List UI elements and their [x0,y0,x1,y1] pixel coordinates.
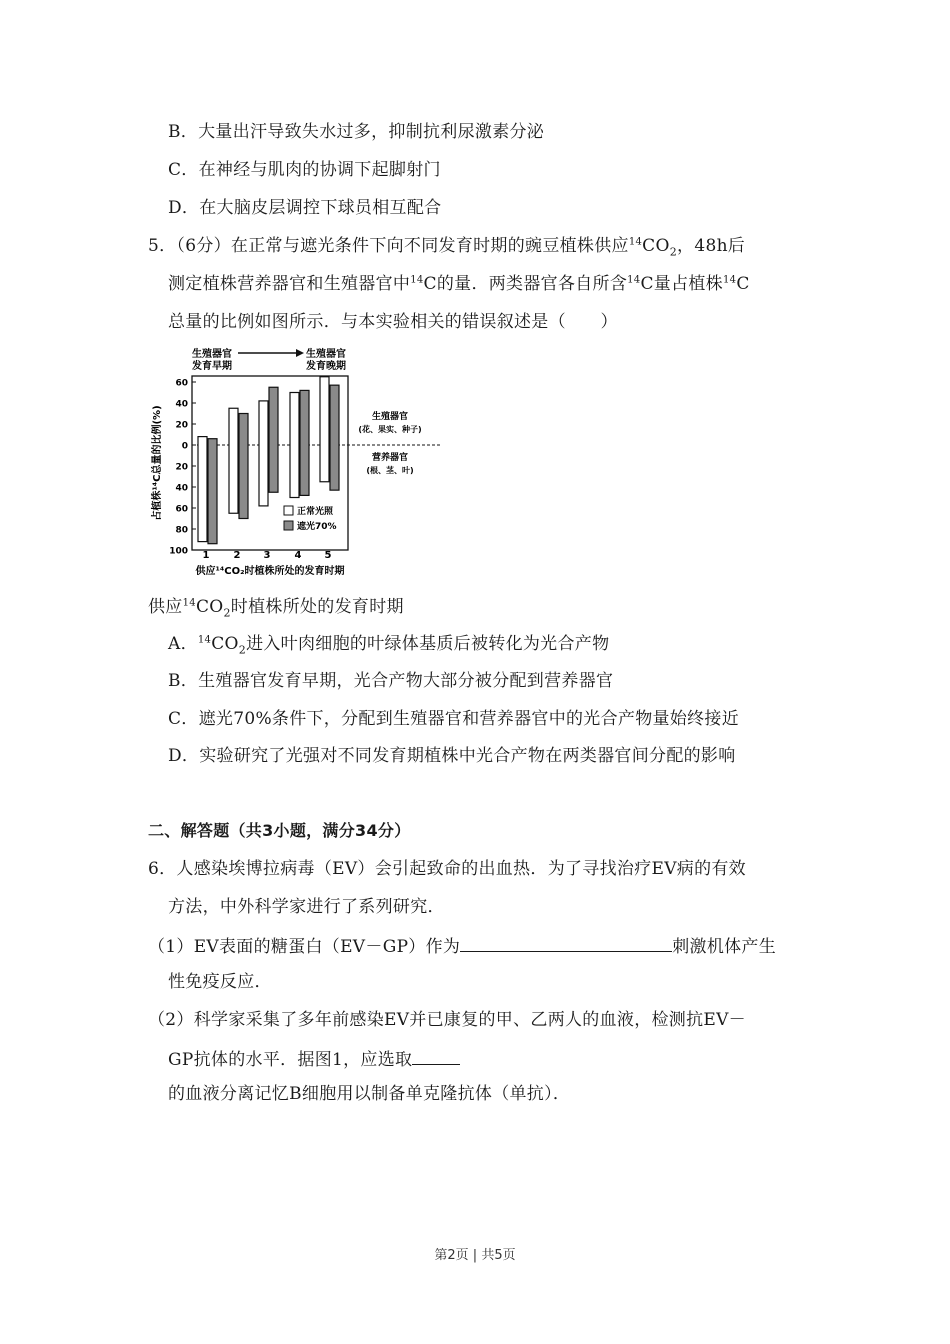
q5-line2-d: C [736,274,750,294]
q5-stem-line2 [168,272,750,296]
q5-option-b: B．生殖器官发育早期，光合产物大部分被分配到营养器官 [168,671,614,691]
isotope-sup: 14 [182,597,196,609]
q6-part2-line1: （2）科学家采集了多年前感染EV并已康复的甲、乙两人的血液，检测抗EV－ [148,1010,746,1030]
x-axis-label: 供应¹⁴CO₂时植株所处的发育时期 [195,566,345,577]
isotope-sup: 14 [628,236,643,248]
q4-option-b: B．大量出汗导致失水过多，抑制抗利尿激素分泌 [168,122,545,142]
allocation-bar-chart [150,343,450,579]
bar-normal-3 [259,401,268,506]
q5-stem-part2: ，48h后 [677,236,746,256]
sub-two: 2 [238,643,247,657]
q6-part2-text: GP抗体的水平．据图1，应选取 [168,1050,413,1070]
bar-normal-1 [198,437,207,542]
legend-swatch-shade [284,521,293,530]
q5-line2-a: 测定植株营养器官和生殖器官中 [168,274,411,294]
q4-option-d: D．在大脑皮层调控下球员相互配合 [168,198,442,218]
bar-shade-5 [330,385,339,490]
q6-part1-b: 刺激机体产生 [672,937,777,957]
y-tick-label: 60 [175,378,188,389]
q5-option-c: C．遮光70%条件下，分配到生殖器官和营养器官中的光合产物量始终接近 [168,709,739,729]
bar-normal-4 [290,393,299,498]
figure-caption [148,595,404,619]
y-tick-label: 20 [175,420,188,431]
x-tick-label: 2 [233,550,241,561]
section-title: 二、解答题（共3小题，满分34分） [148,821,411,840]
caption-b: 时植株所处的发育时期 [230,597,404,617]
bar-shade-3 [269,387,278,492]
x-tick-label: 4 [294,550,302,561]
answer-blank-2[interactable] [412,1046,460,1065]
option-a-text: 进入叶肉细胞的叶绿体基质后被转化为光合产物 [246,634,610,654]
y-tick-label: 80 [175,525,188,536]
q6-line1: 6．人感染埃博拉病毒（EV）会引起致命的出血热．为了寻找治疗EV病的有效 [148,859,746,879]
top-label-late-line1: 生殖器官 [306,349,346,360]
bar-shade-1 [208,439,217,544]
page-footer: 第2页 | 共5页 [434,1248,516,1263]
bar-normal-5 [320,377,329,482]
q6-part1 [148,933,776,959]
q5-stem-line1 [148,234,745,258]
bar-shade-2 [239,414,248,519]
y-tick-label: 0 [181,441,188,452]
top-label-early-line1: 生殖器官 [192,349,232,360]
y-axis-label: 占植株¹⁴C总量的比例(%) [152,405,163,521]
legend-normal-light: 正常光照 [297,507,334,517]
q6-line2: 方法，中外科学家进行了系列研究． [168,897,445,917]
x-ticks [203,550,332,561]
q5-line2-c: C量占植株 [640,274,723,294]
q6-part2-line3: 的血液分离记忆B细胞用以制备单克隆抗体（单抗）． [168,1084,571,1104]
bar-shade-4 [300,390,309,495]
y-tick-label: 100 [169,546,188,557]
answer-blank-1[interactable] [460,933,672,952]
caption-a: 供应 [148,597,183,617]
y-tick-label: 40 [175,483,188,494]
upper-region-sublabel: (花、果实、种子) [358,425,422,434]
option-a-letter: A． [168,634,198,654]
isotope-sup: 14 [722,274,737,286]
co-text: CO [642,236,670,256]
isotope-sup: 14 [197,634,212,646]
isotope-sup: 14 [410,274,424,286]
x-tick-label: 5 [324,550,332,561]
top-label-late-line2: 发育晚期 [306,361,346,372]
q4-option-c: C．在神经与肌肉的协调下起脚射门 [168,160,441,180]
sub-two: 2 [223,606,231,620]
x-tick-label: 1 [202,550,210,561]
q5-option-a [168,632,609,656]
x-tick-label: 3 [263,550,271,561]
y-tick-label: 60 [175,504,188,515]
q5-option-d: D．实验研究了光强对不同发育期植株中光合产物在两类器官间分配的影响 [168,746,736,766]
sub-two: 2 [669,245,678,259]
lower-region-sublabel: (根、茎、叶) [366,466,414,475]
upper-region-label: 生殖器官 [371,412,409,422]
top-label-early-line2: 发育早期 [192,361,232,372]
isotope-sup: 14 [627,274,641,286]
q5-line2-b: C的量．两类器官各自所含 [423,274,628,294]
bars [198,377,339,544]
co-text: CO [195,597,224,617]
top-label-late [305,347,346,372]
q6-part1-line2: 性免疫反应． [168,972,272,992]
bar-normal-2 [229,408,238,513]
legend-shade-70: 遮光70% [297,522,337,532]
lower-region-label: 营养器官 [371,453,409,463]
y-tick-label: 20 [175,462,188,473]
q5-stem-part1: 5．（6分）在正常与遮光条件下向不同发育时期的豌豆植株供应 [148,236,629,256]
q6-part2-line2 [168,1046,460,1072]
y-tick-label: 40 [175,399,188,410]
co-text: CO [211,634,239,654]
arrow-head-icon [296,349,304,357]
legend-swatch-normal [284,506,293,515]
top-label-early [191,347,232,372]
q6-part1-a: （1）EV表面的糖蛋白（EV－GP）作为 [148,937,461,957]
q5-stem-line3: 总量的比例如图所示．与本实验相关的错误叙述是（ ） [168,312,618,332]
